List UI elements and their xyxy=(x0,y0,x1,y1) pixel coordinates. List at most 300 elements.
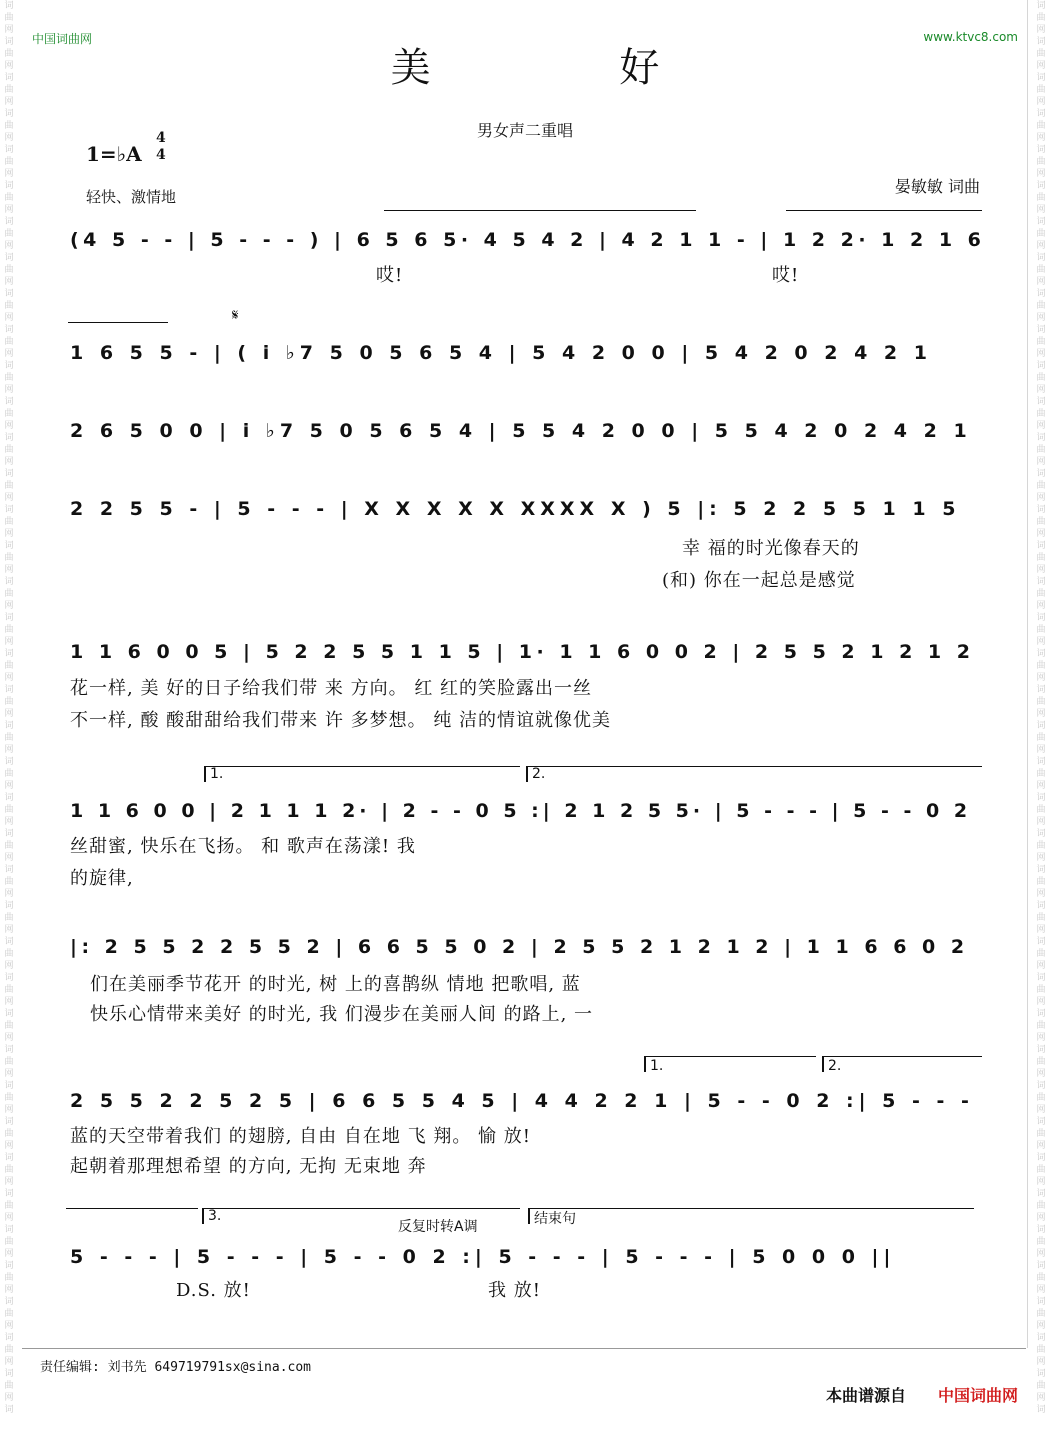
watermark-char: 词 xyxy=(1036,325,1046,335)
score-row-8: 2 5 5 2 2 5 2 5 | 6 6 5 5 4 5 | 4 4 2 2 1 | 5 - - 0 2 :| 5 - - - xyxy=(70,1090,974,1112)
watermark-char: 曲 xyxy=(1036,1021,1046,1031)
watermark-char: 网 xyxy=(4,25,14,35)
watermark-char: 词 xyxy=(4,829,14,839)
watermark-char: 曲 xyxy=(1036,1201,1046,1211)
watermark-char: 曲 xyxy=(1036,13,1046,23)
watermark-char: 曲 xyxy=(1036,769,1046,779)
watermark-char: 网 xyxy=(1036,997,1046,1007)
volta-1-hook-b xyxy=(644,1056,646,1072)
watermark-char: 曲 xyxy=(1036,985,1046,995)
watermark-char: 曲 xyxy=(4,553,14,563)
score-row-5: 1 1 6 0 0 5 | 5 2 2 5 5 1 1 5 | 1· 1 1 6 0 0 2 | 2 5 5 2 1 2 1 2 xyxy=(70,641,975,663)
lyric-row-8-b: 起朝着那理想希望 的方向, 无拘 无束地 奔 xyxy=(70,1156,427,1177)
watermark-char: 曲 xyxy=(4,85,14,95)
watermark-char: 词 xyxy=(1036,289,1046,299)
watermark-char: 网 xyxy=(1036,961,1046,971)
watermark-char: 词 xyxy=(4,1,14,11)
watermark-char: 曲 xyxy=(1036,1381,1046,1391)
lyric-row-7-a: 们在美丽季节花开 的时光, 树 上的喜鹊纵 情地 把歌唱, 蓝 xyxy=(90,974,581,995)
watermark-char: 曲 xyxy=(1036,265,1046,275)
watermark-char: 曲 xyxy=(1036,697,1046,707)
lyric-row-6-a: 丝甜蜜, 快乐在飞扬。 和 歌声在荡漾! 我 xyxy=(70,836,416,857)
watermark-char: 网 xyxy=(1036,205,1046,215)
watermark-char: 网 xyxy=(4,673,14,683)
watermark-char: 网 xyxy=(4,313,14,323)
watermark-char: 词 xyxy=(4,253,14,263)
watermark-char: 网 xyxy=(4,1357,14,1367)
watermark-char: 网 xyxy=(4,529,14,539)
volta-1-label-b: 1. xyxy=(650,1058,664,1074)
watermark-char: 曲 xyxy=(4,1021,14,1031)
watermark-char: 曲 xyxy=(1036,445,1046,455)
volta-2-label-b: 2. xyxy=(828,1058,842,1074)
lyric-row-1-a: 哎! xyxy=(376,265,404,286)
key-signature: 1=♭A xyxy=(86,142,142,166)
watermark-char: 网 xyxy=(1036,1141,1046,1151)
watermark-char: 词 xyxy=(4,469,14,479)
watermark-char: 网 xyxy=(1036,97,1046,107)
watermark-char: 曲 xyxy=(4,733,14,743)
watermark-char: 词 xyxy=(4,433,14,443)
watermark-char: 词 xyxy=(4,1009,14,1019)
watermark-char: 网 xyxy=(4,1177,14,1187)
watermark-char: 曲 xyxy=(4,1237,14,1247)
watermark-char: 曲 xyxy=(4,841,14,851)
watermark-char: 曲 xyxy=(4,985,14,995)
volta-1-hook xyxy=(204,766,206,782)
watermark-char: 曲 xyxy=(4,1093,14,1103)
lyric-row-6-b: 的旋律, xyxy=(70,868,134,889)
watermark-char: 网 xyxy=(4,853,14,863)
phrase-line xyxy=(66,1208,198,1209)
watermark-char: 词 xyxy=(4,685,14,695)
watermark-char: 曲 xyxy=(4,301,14,311)
watermark-char: 曲 xyxy=(4,229,14,239)
site-url-right[interactable]: www.ktvc8.com xyxy=(923,30,1018,44)
watermark-char: 曲 xyxy=(4,805,14,815)
watermark-char: 词 xyxy=(4,217,14,227)
watermark-char: 网 xyxy=(1036,1249,1046,1259)
lyric-row-5-a: 花一样, 美 好的日子给我们带 来 方向。 红 红的笑脸露出一丝 xyxy=(70,678,593,699)
watermark-char: 曲 xyxy=(1036,553,1046,563)
volta-3-label: 3. xyxy=(208,1208,222,1224)
watermark-char: 曲 xyxy=(4,769,14,779)
watermark-char: 词 xyxy=(1036,829,1046,839)
left-watermark-strip xyxy=(2,0,16,1431)
watermark-char: 网 xyxy=(1036,1213,1046,1223)
watermark-char: 词 xyxy=(4,181,14,191)
watermark-char: 词 xyxy=(1036,145,1046,155)
watermark-char: 曲 xyxy=(4,445,14,455)
watermark-char: 曲 xyxy=(1036,229,1046,239)
watermark-char: 网 xyxy=(4,817,14,827)
watermark-char: 网 xyxy=(4,1069,14,1079)
watermark-char: 词 xyxy=(4,541,14,551)
watermark-char: 词 xyxy=(1036,505,1046,515)
watermark-char: 词 xyxy=(4,1081,14,1091)
meter-bottom: 4 xyxy=(156,147,166,163)
watermark-char: 网 xyxy=(1036,1069,1046,1079)
watermark-char: 网 xyxy=(1036,1105,1046,1115)
watermark-char: 曲 xyxy=(1036,1093,1046,1103)
watermark-char: 网 xyxy=(4,637,14,647)
phrase-line xyxy=(68,322,168,323)
watermark-char: 网 xyxy=(1036,133,1046,143)
watermark-char: 曲 xyxy=(4,409,14,419)
watermark-char: 曲 xyxy=(4,877,14,887)
watermark-char: 词 xyxy=(1036,217,1046,227)
score-row-4: 2 2 5 5 - | 5 - - - | X X X X X XXXX X ) 5 |: 5 2 2 5 5 1 1 5 xyxy=(70,498,961,520)
watermark-char: 网 xyxy=(1036,637,1046,647)
watermark-char: 曲 xyxy=(1036,733,1046,743)
watermark-char: 词 xyxy=(4,289,14,299)
watermark-char: 词 xyxy=(4,1189,14,1199)
watermark-char: 词 xyxy=(1036,973,1046,983)
meter-top: 4 xyxy=(156,130,166,146)
watermark-char: 词 xyxy=(1036,685,1046,695)
volta-2-hook-b xyxy=(822,1056,824,1072)
watermark-char: 网 xyxy=(4,277,14,287)
watermark-char: 曲 xyxy=(4,1345,14,1355)
watermark-char: 词 xyxy=(4,1297,14,1307)
watermark-char: 网 xyxy=(1036,529,1046,539)
watermark-char: 词 xyxy=(1036,721,1046,731)
watermark-char: 曲 xyxy=(1036,589,1046,599)
watermark-char: 曲 xyxy=(1036,193,1046,203)
watermark-char: 词 xyxy=(1036,37,1046,47)
watermark-char: 词 xyxy=(1036,1009,1046,1019)
watermark-char: 网 xyxy=(1036,817,1046,827)
watermark-char: 词 xyxy=(4,865,14,875)
watermark-char: 曲 xyxy=(4,49,14,59)
watermark-char: 网 xyxy=(4,61,14,71)
watermark-char: 词 xyxy=(1036,865,1046,875)
volta-2-bracket xyxy=(526,766,982,767)
lyric-row-5-b: 不一样, 酸 酸甜甜给我们带来 许 多梦想。 纯 洁的情谊就像优美 xyxy=(70,710,612,731)
watermark-char: 词 xyxy=(4,109,14,119)
watermark-char: 词 xyxy=(1036,1117,1046,1127)
source-site-link[interactable]: 中国词曲网 xyxy=(937,1386,1018,1405)
watermark-char: 网 xyxy=(4,349,14,359)
watermark-char: 网 xyxy=(1036,277,1046,287)
watermark-char: 网 xyxy=(4,1105,14,1115)
watermark-char: 曲 xyxy=(4,1273,14,1283)
watermark-char: 网 xyxy=(1036,313,1046,323)
watermark-char: 网 xyxy=(1036,493,1046,503)
watermark-char: 词 xyxy=(1036,1,1046,11)
ending-phrase-label: 结束句 xyxy=(534,1211,576,1227)
watermark-char: 网 xyxy=(1036,457,1046,467)
watermark-char: 词 xyxy=(4,73,14,83)
watermark-char: 词 xyxy=(4,1225,14,1235)
score-row-2: 1 6 5 5 - | ( i ♭7 5 0 5 6 5 4 | 5 4 2 0 0 | 5 4 2 0 2 4 2 1 xyxy=(70,342,932,364)
watermark-char: 词 xyxy=(1036,649,1046,659)
watermark-char: 曲 xyxy=(4,949,14,959)
right-watermark-strip xyxy=(1034,0,1048,1431)
song-subtitle: 男女声二重唱 xyxy=(476,121,573,140)
score-row-6: 1 1 6 0 0 | 2 1 1 1 2· | 2 - - 0 5 :| 2 1 2 5 5· | 5 - - - | 5 - - 0 2 xyxy=(70,800,972,822)
watermark-char: 曲 xyxy=(4,913,14,923)
watermark-char: 曲 xyxy=(1036,85,1046,95)
watermark-char: 网 xyxy=(4,1249,14,1259)
watermark-char: 网 xyxy=(4,1393,14,1403)
watermark-char: 网 xyxy=(4,1321,14,1331)
watermark-char: 词 xyxy=(1036,253,1046,263)
watermark-char: 曲 xyxy=(1036,1165,1046,1175)
watermark-char: 网 xyxy=(1036,1321,1046,1331)
watermark-char: 词 xyxy=(4,1333,14,1343)
segno-sign: 𝄋 xyxy=(232,306,239,324)
watermark-char: 曲 xyxy=(1036,1237,1046,1247)
watermark-char: 词 xyxy=(4,613,14,623)
volta-3-bracket xyxy=(202,1208,520,1209)
lyric-row-4-a: 幸 福的时光像春天的 xyxy=(682,538,860,559)
watermark-char: 曲 xyxy=(4,1129,14,1139)
watermark-char: 词 xyxy=(1036,181,1046,191)
lyric-row-9-b: 我 放! xyxy=(488,1280,541,1301)
watermark-char: 曲 xyxy=(1036,1273,1046,1283)
watermark-char: 词 xyxy=(4,901,14,911)
watermark-char: 网 xyxy=(4,745,14,755)
watermark-char: 曲 xyxy=(1036,1345,1046,1355)
watermark-char: 网 xyxy=(1036,349,1046,359)
watermark-char: 网 xyxy=(1036,781,1046,791)
watermark-char: 词 xyxy=(4,1369,14,1379)
watermark-char: 网 xyxy=(1036,385,1046,395)
watermark-char: 词 xyxy=(4,721,14,731)
watermark-char: 曲 xyxy=(4,589,14,599)
watermark-char: 曲 xyxy=(4,517,14,527)
watermark-char: 网 xyxy=(1036,745,1046,755)
watermark-char: 网 xyxy=(4,385,14,395)
watermark-char: 曲 xyxy=(1036,805,1046,815)
song-title: 美 好 xyxy=(390,45,748,91)
watermark-char: 网 xyxy=(1036,889,1046,899)
watermark-char: 网 xyxy=(1036,169,1046,179)
volta-1-bracket-b xyxy=(644,1056,816,1057)
site-name-left[interactable]: 中国词曲网 xyxy=(32,32,93,46)
watermark-char: 网 xyxy=(1036,709,1046,719)
watermark-char: 网 xyxy=(4,1285,14,1295)
watermark-char: 曲 xyxy=(4,157,14,167)
watermark-char: 词 xyxy=(1036,1405,1046,1415)
watermark-char: 曲 xyxy=(1036,877,1046,887)
watermark-char: 曲 xyxy=(1036,841,1046,851)
watermark-char: 网 xyxy=(1036,565,1046,575)
watermark-char: 词 xyxy=(1036,937,1046,947)
watermark-char: 曲 xyxy=(4,481,14,491)
watermark-char: 词 xyxy=(1036,433,1046,443)
watermark-char: 网 xyxy=(4,241,14,251)
watermark-char: 曲 xyxy=(4,1381,14,1391)
watermark-char: 曲 xyxy=(4,373,14,383)
watermark-char: 曲 xyxy=(1036,373,1046,383)
watermark-char: 网 xyxy=(4,997,14,1007)
watermark-char: 曲 xyxy=(4,13,14,23)
watermark-char: 曲 xyxy=(1036,625,1046,635)
watermark-char: 网 xyxy=(4,709,14,719)
watermark-char: 曲 xyxy=(4,1201,14,1211)
watermark-char: 词 xyxy=(1036,1045,1046,1055)
watermark-char: 网 xyxy=(4,205,14,215)
page-frame-right xyxy=(1027,0,1028,1348)
watermark-char: 曲 xyxy=(1036,1057,1046,1067)
watermark-char: 曲 xyxy=(4,265,14,275)
lyric-row-7-b: 快乐心情带来美好 的时光, 我 们漫步在美丽人间 的路上, 一 xyxy=(90,1004,594,1025)
watermark-char: 词 xyxy=(1036,1369,1046,1379)
watermark-char: 词 xyxy=(4,397,14,407)
watermark-char: 曲 xyxy=(1036,409,1046,419)
watermark-char: 曲 xyxy=(1036,301,1046,311)
watermark-char: 词 xyxy=(4,325,14,335)
watermark-char: 词 xyxy=(4,361,14,371)
volta-1-bracket xyxy=(204,766,520,767)
volta-1-label: 1. xyxy=(210,766,224,782)
watermark-char: 网 xyxy=(4,925,14,935)
author-credit: 晏敏敏 词曲 xyxy=(894,177,980,196)
watermark-char: 词 xyxy=(1036,361,1046,371)
lyric-row-1-b: 哎! xyxy=(772,265,800,286)
watermark-char: 曲 xyxy=(1036,661,1046,671)
watermark-char: 网 xyxy=(1036,25,1046,35)
watermark-char: 词 xyxy=(4,37,14,47)
watermark-char: 网 xyxy=(1036,853,1046,863)
editor-credit: 责任编辑: 刘书先 649719791sx@sina.com xyxy=(40,1360,312,1375)
watermark-char: 词 xyxy=(1036,613,1046,623)
watermark-char: 网 xyxy=(4,889,14,899)
watermark-char: 网 xyxy=(4,601,14,611)
watermark-char: 词 xyxy=(1036,901,1046,911)
lyric-row-8-a: 蓝的天空带着我们 的翅膀, 自由 自在地 飞 翔。 愉 放! xyxy=(70,1126,532,1147)
watermark-char: 曲 xyxy=(4,661,14,671)
phrase-line xyxy=(384,210,696,211)
watermark-char: 网 xyxy=(4,565,14,575)
watermark-char: 网 xyxy=(4,421,14,431)
score-row-1: (4 5 - - | 5 - - - ) | 6 5 6 5· 4 5 4 2 | 4 2 1 1 - | 1 2 2· 1 2 1 6 xyxy=(70,229,986,251)
watermark-char: 词 xyxy=(1036,397,1046,407)
watermark-char: 网 xyxy=(1036,1177,1046,1187)
watermark-char: 词 xyxy=(4,1405,14,1415)
watermark-char: 网 xyxy=(4,97,14,107)
watermark-char: 词 xyxy=(1036,1225,1046,1235)
watermark-char: 曲 xyxy=(1036,517,1046,527)
watermark-char: 曲 xyxy=(4,1165,14,1175)
watermark-char: 网 xyxy=(1036,601,1046,611)
lyric-row-4-b: (和) 你在一起总是感觉 xyxy=(662,570,856,591)
watermark-char: 曲 xyxy=(1036,1309,1046,1319)
watermark-char: 词 xyxy=(4,577,14,587)
watermark-char: 网 xyxy=(4,1213,14,1223)
watermark-char: 曲 xyxy=(1036,49,1046,59)
watermark-char: 曲 xyxy=(1036,481,1046,491)
watermark-char: 网 xyxy=(4,169,14,179)
watermark-char: 词 xyxy=(4,505,14,515)
watermark-char: 曲 xyxy=(4,1057,14,1067)
watermark-char: 网 xyxy=(1036,925,1046,935)
watermark-char: 词 xyxy=(1036,757,1046,767)
watermark-char: 网 xyxy=(4,133,14,143)
watermark-char: 词 xyxy=(4,1045,14,1055)
watermark-char: 网 xyxy=(4,1033,14,1043)
watermark-char: 词 xyxy=(4,757,14,767)
score-row-9: 5 - - - | 5 - - - | 5 - - 0 2 :| 5 - - - | 5 - - - | 5 0 0 0 || xyxy=(70,1246,896,1268)
watermark-char: 网 xyxy=(1036,1033,1046,1043)
watermark-char: 网 xyxy=(1036,241,1046,251)
watermark-char: 曲 xyxy=(1036,1129,1046,1139)
tempo-marking: 轻快、激情地 xyxy=(86,188,177,206)
volta-2-label: 2. xyxy=(532,766,546,782)
watermark-char: 网 xyxy=(1036,421,1046,431)
watermark-char: 网 xyxy=(4,781,14,791)
watermark-char: 网 xyxy=(1036,61,1046,71)
watermark-char: 曲 xyxy=(4,337,14,347)
watermark-char: 曲 xyxy=(4,697,14,707)
watermark-char: 词 xyxy=(1036,577,1046,587)
volta-2-hook xyxy=(526,766,528,782)
score-row-3: 2 6 5 0 0 | i ♭7 5 0 5 6 5 4 | 5 5 4 2 0 0 | 5 5 4 2 0 2 4 2 1 xyxy=(70,420,972,442)
watermark-char: 曲 xyxy=(4,625,14,635)
watermark-char: 词 xyxy=(1036,1189,1046,1199)
watermark-char: 网 xyxy=(1036,1285,1046,1295)
watermark-char: 曲 xyxy=(4,121,14,131)
phrase-line xyxy=(786,210,982,211)
time-signature xyxy=(156,130,166,164)
watermark-char: 网 xyxy=(1036,1357,1046,1367)
footer-divider xyxy=(22,1348,1026,1349)
watermark-char: 词 xyxy=(1036,1261,1046,1271)
ending-bracket xyxy=(528,1208,974,1209)
watermark-char: 词 xyxy=(4,793,14,803)
watermark-char: 曲 xyxy=(1036,157,1046,167)
watermark-char: 词 xyxy=(4,937,14,947)
watermark-char: 词 xyxy=(1036,73,1046,83)
watermark-char: 词 xyxy=(1036,1081,1046,1091)
watermark-char: 网 xyxy=(4,961,14,971)
watermark-char: 网 xyxy=(4,493,14,503)
watermark-char: 词 xyxy=(1036,1297,1046,1307)
watermark-char: 词 xyxy=(1036,469,1046,479)
watermark-char: 词 xyxy=(1036,109,1046,119)
watermark-char: 曲 xyxy=(1036,337,1046,347)
watermark-char: 词 xyxy=(1036,541,1046,551)
watermark-char: 词 xyxy=(4,649,14,659)
watermark-char: 词 xyxy=(1036,1153,1046,1163)
watermark-char: 词 xyxy=(4,1261,14,1271)
source-label: 本曲谱源自 xyxy=(825,1386,906,1405)
volta-2-bracket-b xyxy=(822,1056,982,1057)
score-row-7: |: 2 5 5 2 2 5 5 2 | 6 6 5 5 0 2 | 2 5 5 2 1 2 1 2 | 1 1 6 6 0 2 xyxy=(70,936,969,958)
watermark-char: 曲 xyxy=(4,193,14,203)
watermark-char: 曲 xyxy=(1036,121,1046,131)
watermark-char: 网 xyxy=(4,457,14,467)
watermark-char: 网 xyxy=(1036,1393,1046,1403)
watermark-char: 曲 xyxy=(4,1309,14,1319)
watermark-char: 词 xyxy=(4,973,14,983)
watermark-char: 词 xyxy=(4,1117,14,1127)
watermark-char: 词 xyxy=(4,1153,14,1163)
watermark-char: 网 xyxy=(1036,673,1046,683)
watermark-char: 词 xyxy=(4,145,14,155)
watermark-char: 曲 xyxy=(1036,949,1046,959)
ending-hook xyxy=(528,1208,530,1224)
repeat-key-change-note: 反复时转A调 xyxy=(398,1219,478,1235)
volta-3-hook xyxy=(202,1208,204,1224)
watermark-char: 词 xyxy=(1036,793,1046,803)
watermark-char: 网 xyxy=(4,1141,14,1151)
watermark-char: 词 xyxy=(1036,1333,1046,1343)
watermark-char: 曲 xyxy=(1036,913,1046,923)
lyric-row-9-a: D.S. 放! xyxy=(176,1280,251,1301)
